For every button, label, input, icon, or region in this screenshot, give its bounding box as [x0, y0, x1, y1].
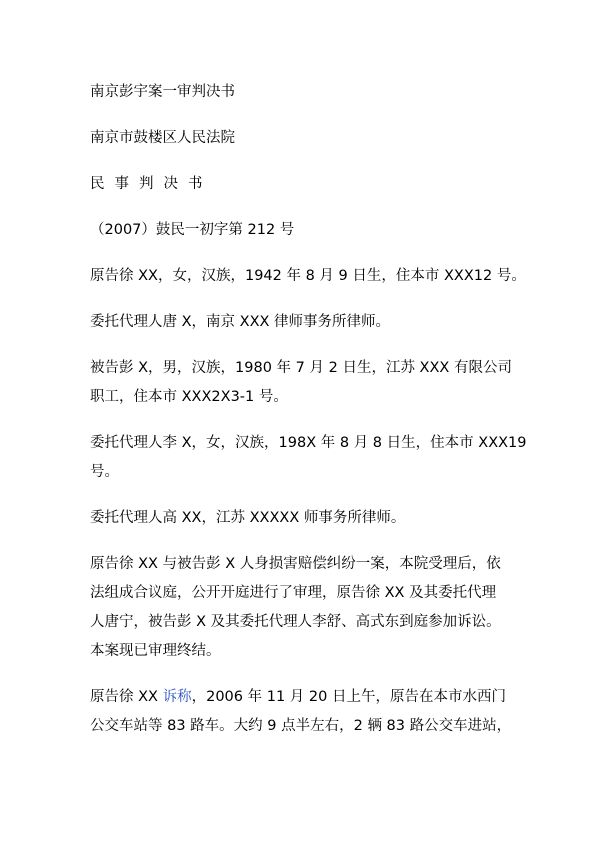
case-summary-line: 本案现已审理终结。: [90, 643, 221, 659]
defendant-agent-1: [90, 429, 530, 487]
plaintiff-agent: 委托代理人唐 X，南京 XXX 律师事务所律师。: [90, 314, 391, 330]
defendant-info-line: 职工，住本市 XXX2X3-1 号。: [90, 389, 288, 405]
plaintiff-claim-line: [90, 683, 530, 712]
document-title: 南京彭宇案一审判决书: [90, 84, 235, 100]
case-summary-line: 原告徐 XX 与被告彭 X 人身损害赔偿纠纷一案，本院受理后，依: [90, 556, 501, 572]
defendant-agent-2: 委托代理人高 XX，江苏 XXXXX 师事务所律师。: [90, 510, 406, 526]
defendant-info-line: 被告彭 X，男，汉族，1980 年 7 月 2 日生，江苏 XXX 有限公司: [90, 360, 512, 376]
plaintiff-claim-line: 公交车站等 83 路车。大约 9 点半左右，2 辆 83 路公交车进站，: [90, 718, 512, 734]
case-summary: [90, 550, 530, 666]
claim-prefix: 原告徐 XX: [90, 689, 163, 705]
judgment-document: [90, 78, 530, 758]
case-summary-line: 人唐宁，被告彭 X 及其委托代理人李舒、高式东到庭参加诉讼。: [90, 614, 501, 630]
claim-line1-rest: ，2006 年 11 月 20 日上午，原告在本市水西门: [191, 689, 506, 705]
defendant-agent-1-line: 委托代理人李 X，女，汉族，198X 年 8 月 8 日生，住本市 XXX19: [90, 435, 527, 451]
defendant-info: [90, 354, 530, 412]
document-type: 民事判决书: [90, 176, 213, 192]
court-name: 南京市鼓楼区人民法院: [90, 130, 235, 146]
defendant-agent-1-line: 号。: [90, 464, 119, 480]
case-number: （2007）鼓民一初字第 212 号: [90, 222, 295, 238]
case-summary-line: 法组成合议庭，公开开庭进行了审理，原告徐 XX 及其委托代理: [90, 585, 497, 601]
claim-link[interactable]: 诉称: [162, 689, 192, 705]
plaintiff-info: 原告徐 XX，女，汉族，1942 年 8 月 9 日生，住本市 XXX12 号。: [90, 268, 526, 284]
plaintiff-claim: [90, 683, 530, 741]
